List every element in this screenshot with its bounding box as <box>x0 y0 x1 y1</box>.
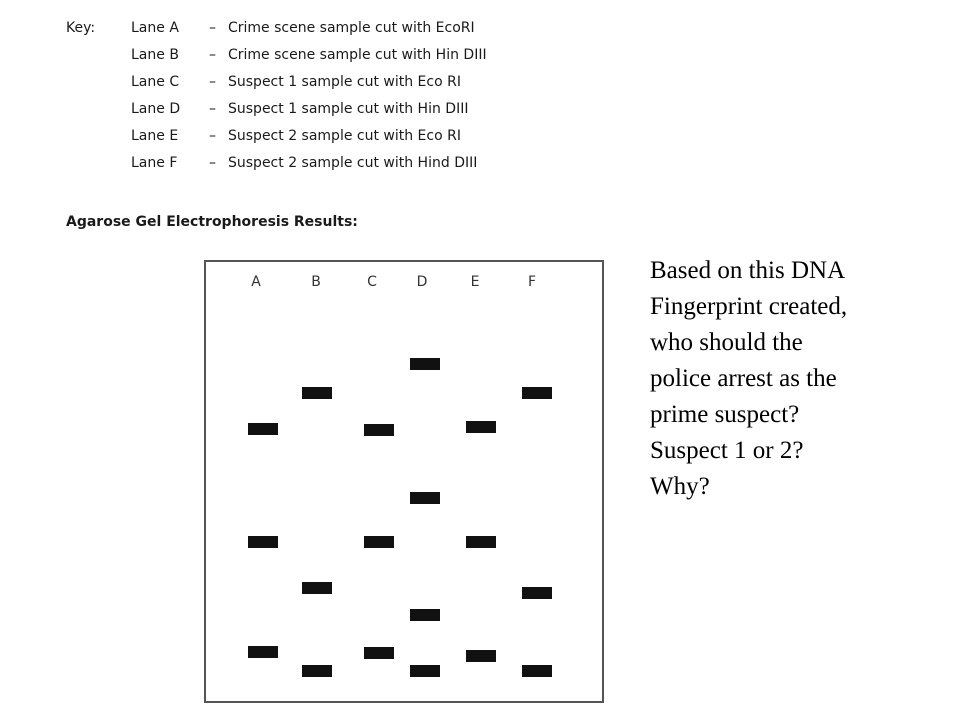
band-lane-e <box>466 536 496 548</box>
key-dash: – <box>209 128 216 144</box>
band-lane-d <box>410 358 440 370</box>
band-lane-b <box>302 582 332 594</box>
lane-label-f: F <box>527 274 537 290</box>
band-lane-d <box>410 609 440 621</box>
question-text <box>650 253 950 505</box>
lane-label-d: D <box>416 274 428 290</box>
results-heading: Agarose Gel Electrophoresis Results: <box>66 214 358 230</box>
band-lane-e <box>466 421 496 433</box>
lane-label-b: B <box>311 274 321 290</box>
question-line: Why? <box>650 473 710 500</box>
key-dash: – <box>209 20 216 36</box>
band-lane-b <box>302 387 332 399</box>
band-lane-f <box>522 387 552 399</box>
key-label: Key: <box>66 20 96 36</box>
band-lane-a <box>248 423 278 435</box>
band-lane-f <box>522 587 552 599</box>
question-line: police arrest as the <box>650 365 837 392</box>
band-lane-c <box>364 424 394 436</box>
key-description: Suspect 1 sample cut with Eco RI <box>228 74 461 90</box>
key-description: Crime scene sample cut with EcoRI <box>228 20 475 36</box>
key-row-e <box>131 128 461 144</box>
question-line: Suspect 1 or 2? <box>650 437 804 464</box>
key-row-d <box>131 101 468 117</box>
key-description: Suspect 1 sample cut with Hin DIII <box>228 101 469 117</box>
key-row-f <box>131 155 477 171</box>
band-lane-a <box>248 646 278 658</box>
key-lane-name: Lane F <box>131 155 178 171</box>
key-row-b <box>131 47 487 63</box>
key-dash: – <box>209 74 216 90</box>
question-line: prime suspect? <box>650 401 800 428</box>
band-lane-c <box>364 647 394 659</box>
key-lane-name: Lane C <box>131 74 180 90</box>
key-description: Suspect 2 sample cut with Hind DIII <box>228 155 478 171</box>
key-lane-name: Lane B <box>131 47 179 63</box>
key-lane-name: Lane E <box>131 128 179 144</box>
key-description: Suspect 2 sample cut with Eco RI <box>228 128 461 144</box>
lane-label-c: C <box>367 274 377 290</box>
key-row-a <box>131 20 475 36</box>
band-lane-c <box>364 536 394 548</box>
band-lane-b <box>302 665 332 677</box>
key-row-c <box>131 74 461 90</box>
band-lane-a <box>248 536 278 548</box>
question-line: who should the <box>650 329 803 356</box>
gel-box <box>204 260 604 703</box>
band-lane-f <box>522 665 552 677</box>
lane-label-e: E <box>470 274 480 290</box>
band-lane-d <box>410 492 440 504</box>
question-line: Fingerprint created, <box>650 293 848 320</box>
key-dash: – <box>209 155 216 171</box>
question-line: Based on this DNA <box>650 257 846 284</box>
band-lane-e <box>466 650 496 662</box>
key-lane-name: Lane D <box>131 101 181 117</box>
band-lane-d <box>410 665 440 677</box>
key-lane-name: Lane A <box>131 20 179 36</box>
lane-label-a: A <box>251 274 261 290</box>
key-dash: – <box>209 47 216 63</box>
key-dash: – <box>209 101 216 117</box>
key-description: Crime scene sample cut with Hin DIII <box>228 47 487 63</box>
